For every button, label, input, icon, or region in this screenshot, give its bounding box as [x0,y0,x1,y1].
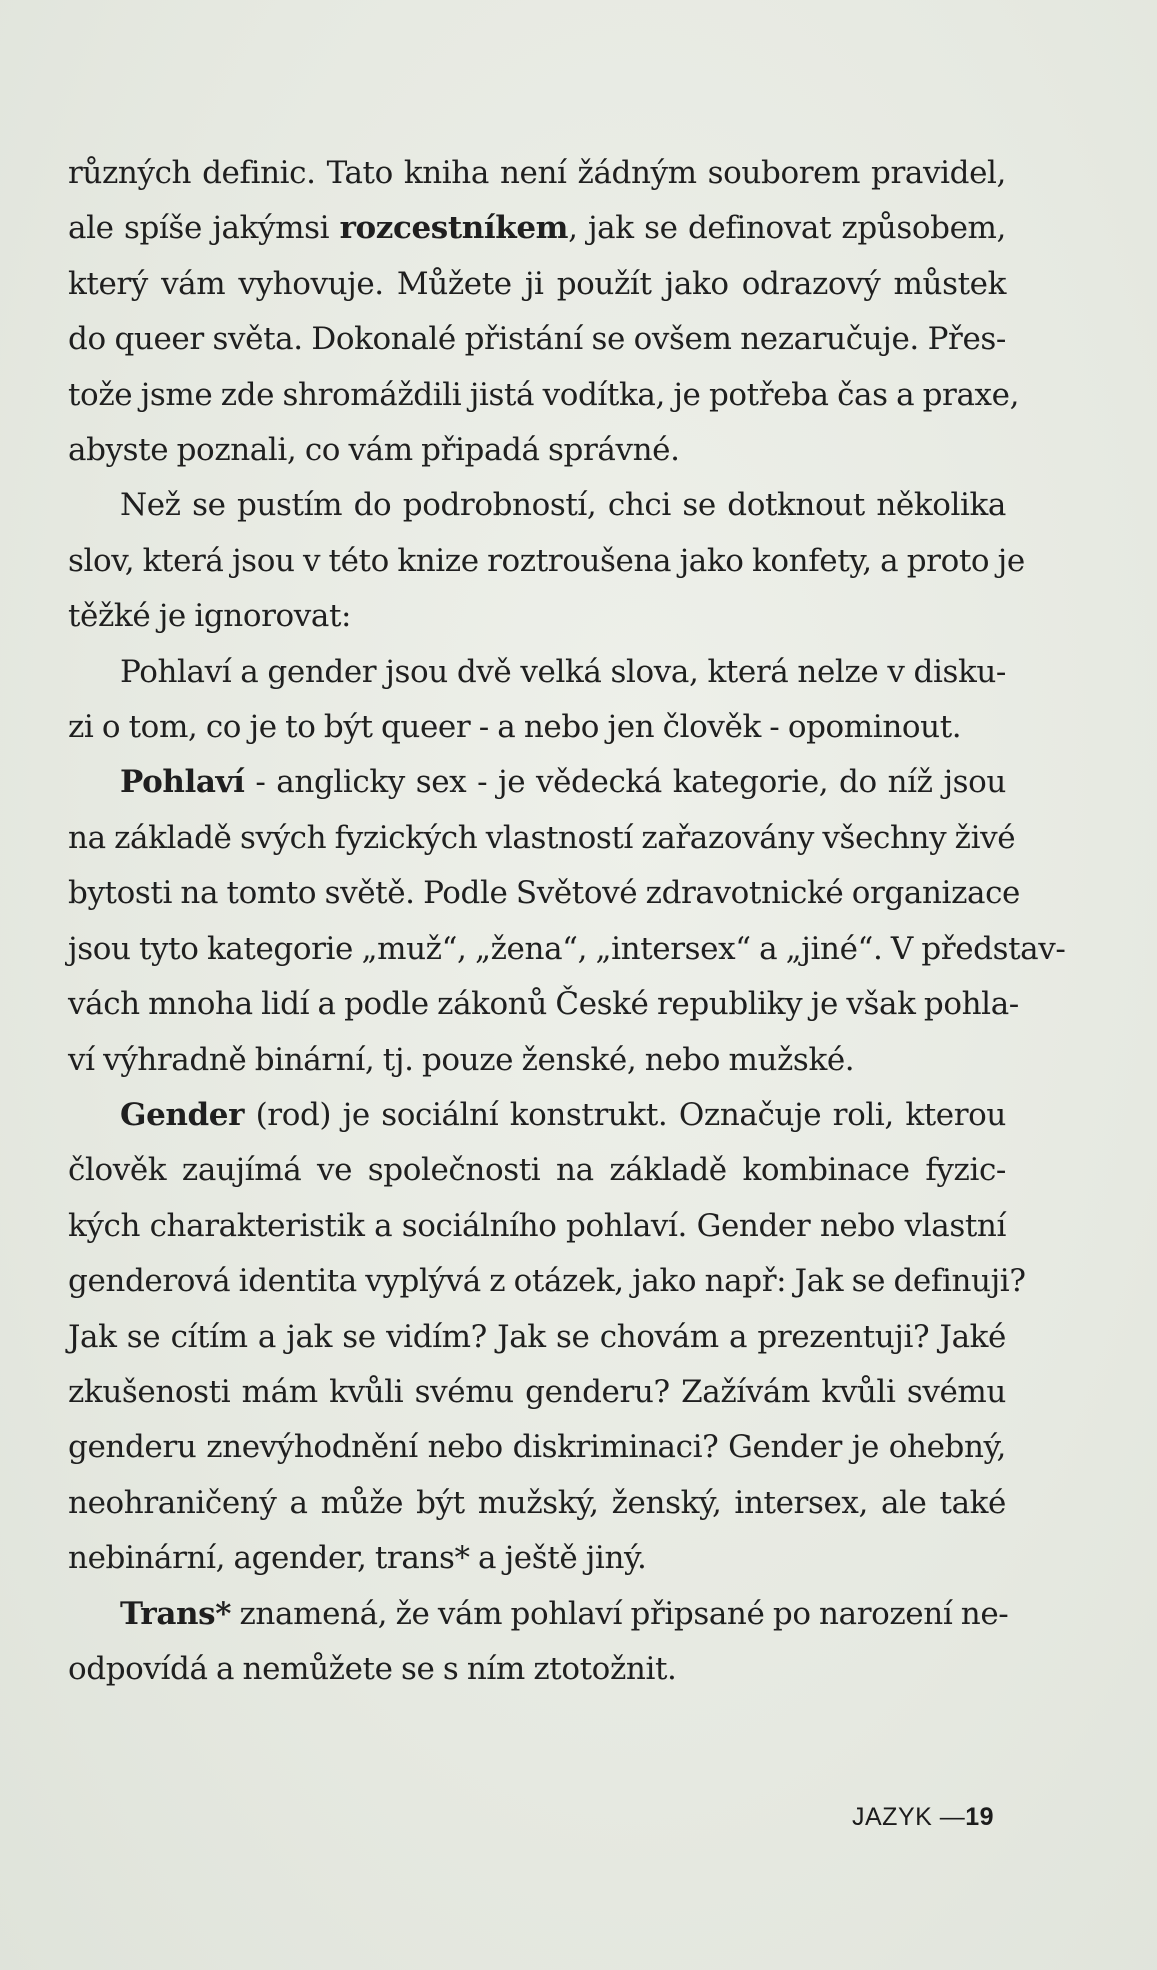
text-run: (rod) je sociální konstrukt. Označuje roli, kterou [244,1096,1006,1133]
text-line [68,1033,1006,1088]
text-run: bytosti na tomto světě. Podle Světové zdravotnické organizace [68,875,1020,912]
text-line [68,534,1025,589]
section-name: JAZYK — [852,1803,966,1831]
text-line [68,1587,1009,1642]
text-line [68,201,1006,256]
text-run: těžké je ignorovat: [68,598,352,635]
text-line [68,478,1006,533]
text-line [68,589,1006,644]
text-line [68,312,1006,367]
text-line [68,922,1066,977]
text-run: kých charakteristik a sociálního pohlaví. Gender nebo vlastní [68,1207,1006,1244]
text-line [68,645,1006,700]
text-line [68,1254,1026,1309]
text-run: nebinární, agender, trans* a ještě jiný. [68,1540,647,1577]
page-number: 19 [965,1803,995,1831]
text-run: ví výhradně binární, tj. pouze ženské, nebo mužské. [68,1041,855,1078]
text-run: Než se pustím do podrobností, chci se dotknout několika [120,487,1006,524]
text-line [68,1365,1006,1420]
text-run: do queer světa. Dokonalé přistání se ovšem nezaručuje. Přes- [68,321,1006,358]
text-run: člověk zaujímá ve společnosti na základě kombinace fyzic- [68,1152,1006,1189]
paragraph [68,1587,1009,1698]
text-line [68,146,1006,201]
text-run: neohraničený a může být mužský, ženský, intersex, ale také [68,1484,1006,1521]
text-line [68,1199,1006,1254]
text-line [68,1310,1006,1365]
text-line [68,1531,1006,1586]
text-run: ale spíše jakýmsi [68,210,340,247]
paragraph [68,478,1025,644]
bold-term: Trans* [120,1595,232,1632]
text-line [68,1088,1006,1143]
text-run: genderu znevýhodnění nebo diskriminaci? Gender je ohebný, [68,1429,1006,1466]
bold-term: Pohlaví [120,764,245,801]
text-line [68,755,1006,810]
text-run: jsou tyto kategorie „muž“, „žena“, „intersex“ a „jiné“. V představ- [68,930,1066,967]
text-run: abyste poznali, co vám připadá správné. [68,432,680,469]
paragraph [68,146,1020,478]
text-line [68,1642,1006,1697]
text-run: Jak se cítím a jak se vidím? Jak se chovám a prezentuji? Jaké [68,1318,1006,1355]
body-text [68,146,1066,1697]
paragraph [68,645,1006,756]
text-line [68,1476,1006,1531]
text-line [68,1420,1006,1475]
bold-term: Gender [120,1096,245,1133]
bold-term: rozcestníkem [339,210,569,247]
text-run: zi o tom, co je to být queer - a nebo jen člověk - opominout. [68,709,962,746]
text-run: tože jsme zde shromáždili jistá vodítka, je potřeba čas a praxe, [68,376,1020,413]
text-run: znamená, že vám pohlaví připsané po narození ne- [231,1595,1009,1632]
text-run: různých definic. Tato kniha není žádným souborem pravidel, [68,155,1006,191]
text-run: který vám vyhovuje. Můžete ji použít jako odrazový můstek [68,265,1006,302]
text-line [68,977,1019,1032]
text-run: vách mnoha lidí a podle zákonů České republiky je však pohla- [68,986,1019,1023]
text-line [68,1143,1006,1198]
text-line [68,423,1006,478]
text-line [68,866,1020,921]
text-run: Pohlaví a gender jsou dvě velká slova, která nelze v disku- [120,653,1006,690]
text-run: na základě svých fyzických vlastností zařazovány všechny živé [68,819,1016,856]
running-footer [852,1803,994,1832]
text-run: , jak se definovat způsobem, [568,210,1006,247]
text-line [68,811,1016,866]
paragraph [68,1088,1026,1587]
text-line [68,257,1006,312]
text-line [68,700,1006,755]
text-run: zkušenosti mám kvůli svému genderu? Zažívám kvůli svému [68,1373,1006,1410]
text-run: odpovídá a nemůžete se s ním ztotožnit. [68,1650,677,1687]
text-run: slov, která jsou v této knize roztroušena jako konfety, a proto je [68,542,1025,579]
text-run: - anglicky sex - je vědecká kategorie, do níž jsou [244,764,1006,801]
text-line [68,368,1020,423]
text-run: genderová identita vyplývá z otázek, jako např: Jak se definuji? [68,1263,1026,1300]
paragraph [68,755,1066,1087]
